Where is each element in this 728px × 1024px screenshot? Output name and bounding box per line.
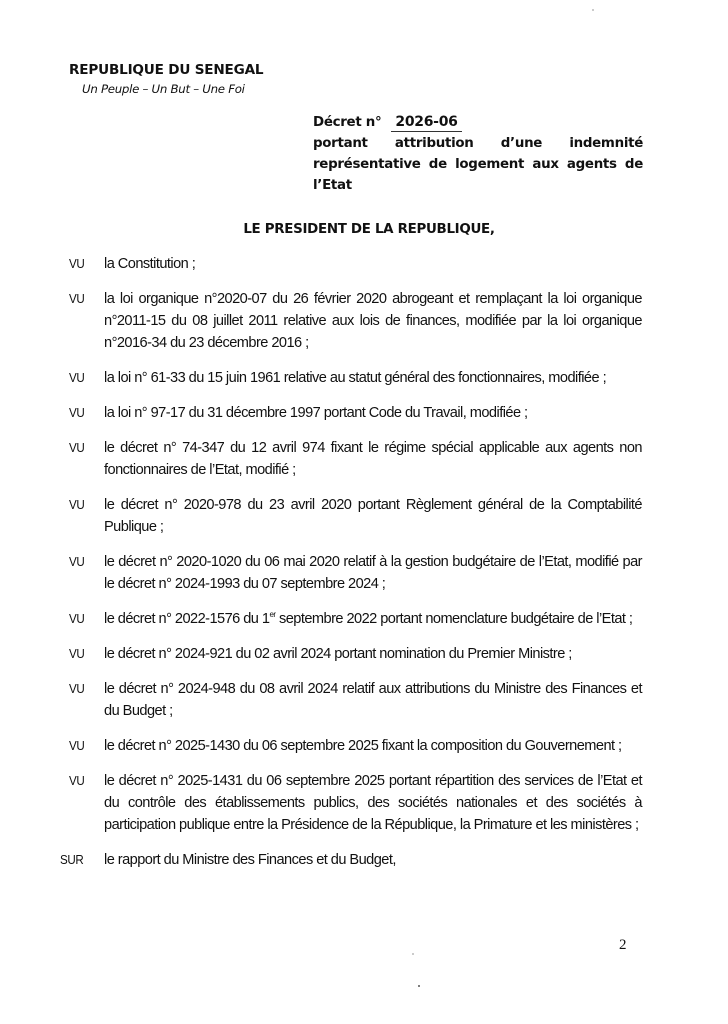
considerant-text — [104, 608, 642, 630]
decree-title-block — [313, 112, 643, 196]
considerant-label: VU — [69, 405, 85, 420]
scan-speck — [412, 953, 414, 955]
considerant-text: le décret n° 2025-1430 du 06 septembre 2025 fixant la composition du Gouvernement ; — [104, 738, 622, 754]
considerant-label: VU — [69, 611, 85, 626]
considerant-text: la loi n° 61-33 du 15 juin 1961 relative au statut général des fonctionnaires, modifiée ; — [104, 370, 607, 386]
considerant-label: VU — [69, 497, 85, 512]
decree-number: 2026-06 — [391, 113, 461, 132]
page-number: 2 — [619, 937, 627, 953]
considerant-item — [0, 678, 728, 722]
considerant-label: VU — [69, 554, 85, 569]
ordinal-superscript: er — [269, 610, 276, 620]
considerant-label: VU — [69, 291, 85, 306]
considerant-label: VU — [69, 440, 85, 455]
considerant-item — [0, 735, 728, 757]
considerant-label: VU — [69, 370, 85, 385]
considerant-text: le décret n° 2025-1431 du 06 septembre 2025 portant répartition des services de l’Etat et du contrôle des établissements publics, des sociétés nationales et des sociétés à participation publique entre la Présidence de la République, la Primature et les ministères ; — [104, 773, 642, 833]
considerants-list — [0, 253, 728, 884]
considerant-item-sur — [0, 849, 728, 871]
considerant-label: SUR — [60, 852, 84, 867]
considerant-text: le décret n° 2024-948 du 08 avril 2024 relatif aux attributions du Ministre des Finances et du Budget ; — [104, 681, 642, 719]
considerant-item — [0, 367, 728, 389]
considerant-text: la Constitution ; — [104, 256, 196, 272]
authority-heading: LE PRESIDENT DE LA REPUBLIQUE, — [243, 222, 495, 237]
scan-speck — [592, 9, 594, 11]
decree-subject: portant attribution d’une indemnité représentative de logement aux agents de l’Etat — [313, 136, 643, 193]
considerant-text: le décret n° 74-347 du 12 avril 974 fixant le régime spécial applicable aux agents non fonctionnaires de l’Etat, modifié ; — [104, 440, 642, 478]
considerant-item — [0, 437, 728, 481]
country-heading: REPUBLIQUE DU SENEGAL — [69, 62, 264, 78]
considerant-label: VU — [69, 681, 85, 696]
considerant-item — [0, 253, 728, 275]
considerant-text: le décret n° 2020-978 du 23 avril 2020 portant Règlement général de la Comptabilité Publique ; — [104, 497, 642, 535]
considerant-item — [0, 770, 728, 836]
considerant-label: VU — [69, 738, 85, 753]
considerant-text: le décret n° 2024-921 du 02 avril 2024 portant nomination du Premier Ministre ; — [104, 646, 572, 662]
considerant-item — [0, 551, 728, 595]
considerant-text: le décret n° 2020-1020 du 06 mai 2020 relatif à la gestion budgétaire de l’Etat, modifié par le décret n° 2024-1993 du 07 septembre 2024 ; — [104, 554, 642, 592]
considerant-item — [0, 288, 728, 354]
considerant-item — [0, 402, 728, 424]
considerant-item — [0, 643, 728, 665]
scan-speck — [418, 985, 420, 987]
considerant-text: la loi organique n°2020-07 du 26 février 2020 abrogeant et remplaçant la loi organique n°2011-15 du 08 juillet 2011 relative aux lois de finances, modifiée par la loi organique n°2016-34 du 23 décembre 2016 ; — [104, 291, 642, 351]
considerant-item — [0, 494, 728, 538]
considerant-text: la loi n° 97-17 du 31 décembre 1997 portant Code du Travail, modifiée ; — [104, 405, 528, 421]
considerant-text-part: le décret n° 2022-1576 du 1 — [104, 611, 270, 627]
decree-number-line — [313, 112, 643, 133]
considerant-item — [0, 608, 728, 630]
decree-prefix: Décret n° — [313, 115, 382, 130]
considerant-text-part: septembre 2022 portant nomenclature budgétaire de l’Etat ; — [275, 611, 633, 627]
considerant-text: le rapport du Ministre des Finances et du Budget, — [104, 852, 396, 868]
considerant-label: VU — [69, 646, 85, 661]
considerant-label: VU — [69, 773, 85, 788]
considerant-label: VU — [69, 256, 85, 271]
national-motto: Un Peuple – Un But – Une Foi — [82, 82, 245, 96]
